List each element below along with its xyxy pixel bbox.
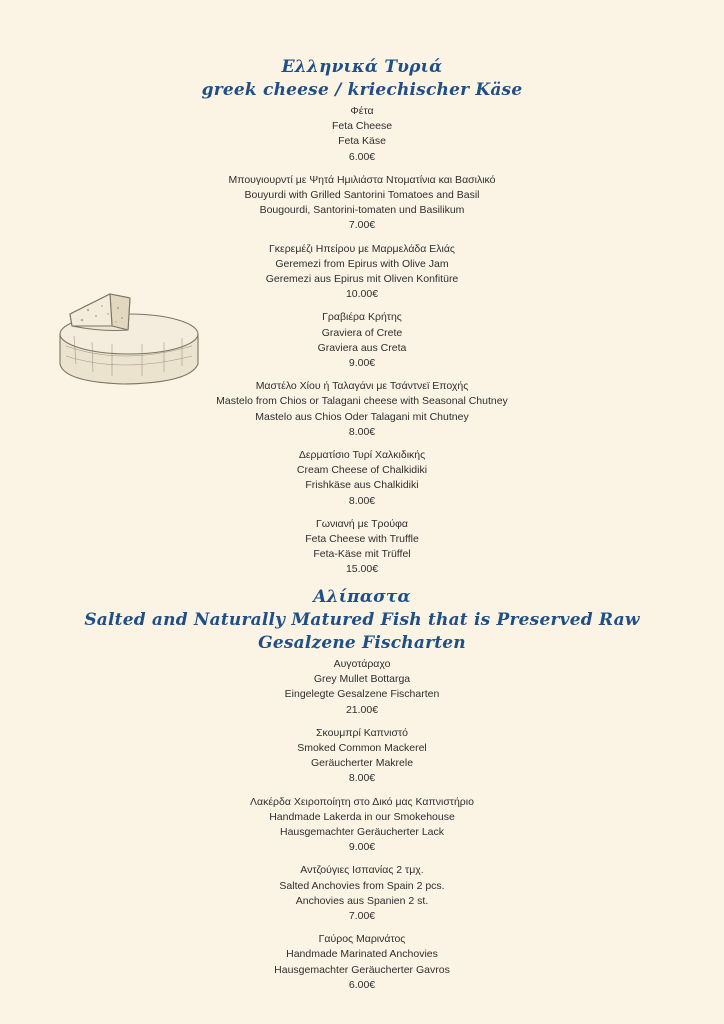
item-name-greek: Γωνιανή με Τρούφα [316,517,408,530]
section-title-german: Gesalzene Fischarten [258,633,466,653]
menu-item [0,310,724,371]
item-name-german: Feta Käse [338,135,386,148]
item-name-english: Geremezi from Epirus with Olive Jam [275,257,449,270]
item-name-greek: Δερματίσιο Τυρί Χαλκιδικής [298,449,426,462]
item-name-german: Mastelo aus Chios Oder Talagani mit Chutney [255,410,469,423]
menu-item [0,657,724,718]
menu-item [0,932,724,993]
item-name-greek: Φέτα [350,105,374,117]
item-name-german: Feta-Käse mit Trüffel [313,548,411,561]
item-name-english: Salted Anchovies from Spain 2 pcs. [279,879,445,892]
item-price: 15.00€ [345,563,379,576]
item-name-greek: Μαστέλο Χίου ή Ταλαγάνι με Τσάντνεϊ Εποχής [255,380,469,393]
item-name-english: Feta Cheese with Truffle [305,533,419,546]
item-price: 8.00€ [348,425,376,438]
item-name-german: Geräucherter Makrele [310,757,414,770]
item-name-english: Handmade Marinated Anchovies [286,948,438,961]
item-price: 7.00€ [348,910,376,923]
item-name-english: Cream Cheese of Chalkidiki [296,464,428,477]
item-name-english: Handmade Lakerda in our Smokehouse [269,810,455,823]
menu-section-cheese [0,56,724,578]
item-name-german: Geremezi aus Epirus mit Oliven Konfitüre [265,273,459,286]
item-price: 8.00€ [348,772,376,785]
menu-item [0,379,724,440]
item-price: 8.00€ [348,494,376,507]
item-name-german: Hausgemachter Geräucherter Gavros [274,963,450,976]
item-name-english: Feta Cheese [331,120,393,133]
item-name-german: Hausgemachter Geräucherter Lack [280,826,444,839]
menu-item [0,726,724,787]
section-title-greek: Ελληνικά Τυριά [281,57,443,77]
section-title-greek: Αλίπαστα [313,587,411,607]
item-name-english: Bouyurdi with Grilled Santorini Tomatoes and Basil [244,189,480,202]
section-title-subtitle: greek cheese / kriechischer Käse [201,80,523,100]
item-name-greek: Μπουγιουρντί με Ψητά Ημιλιάστα Ντοματίνια και Βασιλικό [228,173,496,186]
item-name-greek: Γαύρος Μαρινάτος [318,933,406,946]
item-price: 9.00€ [348,841,376,854]
section-title-english: Salted and Naturally Matured Fish that is Preserved Raw [84,610,640,630]
menu-item [0,517,724,578]
item-name-german: Bougourdi, Santorini-tomaten und Basilikum [259,204,465,217]
item-name-german: Graviera aus Creta [317,341,407,354]
item-name-english: Graviera of Crete [321,326,403,339]
item-price: 6.00€ [348,978,376,991]
menu-item [0,448,724,509]
item-name-german: Frishkäse aus Chalkidiki [305,479,419,492]
menu-section-salted-fish [0,586,724,993]
item-price: 6.00€ [348,150,376,163]
item-name-german: Anchovies aus Spanien 2 st. [295,894,429,907]
menu-item [0,863,724,924]
menu-item [0,104,724,165]
item-name-german: Eingelegte Gesalzene Fischarten [284,688,440,701]
item-name-greek: Λακέρδα Χειροποίητη στο Δικό μας Καπνιστήριο [250,795,474,808]
item-name-greek: Σκουμπρί Καπνιστό [316,726,408,739]
item-price: 7.00€ [348,219,376,232]
menu-item [0,173,724,234]
item-name-greek: Αυγοτάραχο [333,658,391,670]
menu-item [0,242,724,303]
item-name-greek: Γραβιέρα Κρήτης [322,311,402,324]
item-price: 9.00€ [348,357,376,370]
item-name-english: Smoked Common Mackerel [297,742,427,755]
menu-item [0,795,724,856]
item-name-english: Mastelo from Chios or Talagani cheese with Seasonal Chutney [216,395,508,408]
item-name-greek: Γκερεμέζι Ηπείρου με Μαρμελάδα Ελιάς [269,242,455,255]
item-price: 10.00€ [345,288,379,301]
item-price: 21.00€ [345,703,379,716]
item-name-greek: Αντζούγιες Ισπανίας 2 τμχ. [300,864,424,877]
item-name-english: Grey Mullet Bottarga [313,673,411,686]
